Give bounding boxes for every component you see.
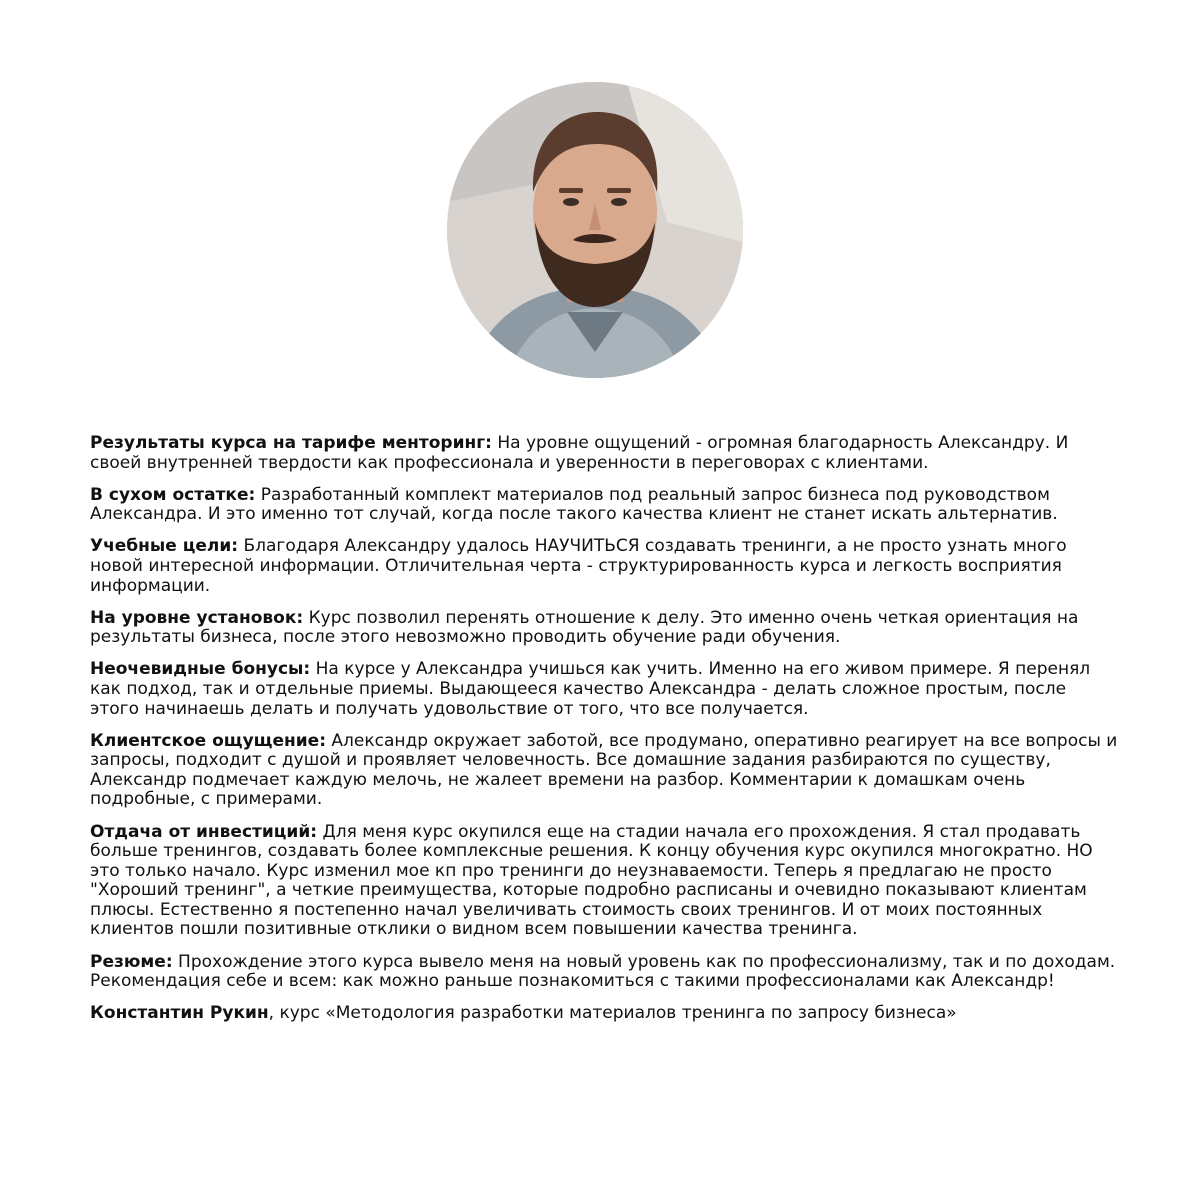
signature-name: Константин Рукин (90, 1003, 269, 1024)
testimonial-paragraph (90, 660, 1120, 719)
author-portrait-image (447, 82, 743, 378)
testimonial-paragraph (90, 537, 1120, 596)
testimonial-paragraph (90, 609, 1120, 648)
testimonial-paragraph (90, 434, 1120, 473)
paragraph-text: Для меня курс окупился еще на стадии начала его прохождения. Я стал продавать больше тренингов, создавать более комплексные решения. К концу обучения курс окупился многократно. НО это только начало. Курс изменил мое кп про тренинги до неузнаваемости. Теперь я предлагаю не просто "Хороший тренинг", а четкие преимущества, которые подробно расписаны и очевидно показывают клиентам плюсы. Естественно я постепенно начал увеличивать стоимость своих тренингов. И от моих постоянных клиентов пошли позитивные отклики о видном всем повышении качества тренинга. (90, 821, 1093, 940)
signature-course: , курс «Методология разработки материалов тренинга по запросу бизнеса» (268, 1003, 957, 1024)
paragraph-text: Курс позволил перенять отношение к делу. Это именно очень четкая ориентация на результаты бизнеса, после этого невозможно проводить обучение ради обучения. (90, 607, 1079, 648)
testimonial-paragraph (90, 953, 1120, 992)
paragraph-heading: Неочевидные бонусы: (90, 659, 311, 680)
paragraph-heading: Отдача от инвестиций: (90, 821, 318, 842)
paragraph-heading: Учебные цели: (90, 536, 239, 557)
testimonial-paragraph (90, 823, 1120, 941)
testimonial-paragraph (90, 486, 1120, 525)
paragraph-heading: Резюме: (90, 951, 173, 972)
paragraph-heading: Результаты курса на тарифе менторинг: (90, 433, 492, 453)
testimonial-paragraph (90, 732, 1120, 810)
paragraph-text: Разработанный комплект материалов под реальный запрос бизнеса под руководством Александра. И это именно тот случай, когда после такого качества клиент не станет искать альтернатив. (90, 484, 1058, 525)
paragraph-text: Прохождение этого курса вывело меня на новый уровень как по профессионализму, так и по доходам. Рекомендация себе и всем: как можно раньше познакомиться с такими профессионалами как Александр! (90, 951, 1116, 992)
signature (90, 1004, 1120, 1024)
paragraph-text: На уровне ощущений - огромная благодарность Александру. И своей внутренней твердости как профессионала и уверенности в переговорах с клиентами. (90, 433, 1069, 473)
testimonial-body (90, 434, 1120, 1024)
paragraph-text: Благодаря Александру удалось НАУЧИТЬСЯ создавать тренинги, а не просто узнать много новой интересной информации. Отличительная черта - структурированность курса и легкость восприятия информации. (90, 536, 1067, 596)
paragraph-heading: В сухом остатке: (90, 484, 256, 505)
paragraph-text: На курсе у Александра учишься как учить. Именно на его живом примере. Я перенял как подход, так и отдельные приемы. Выдающееся качество Александра - делать сложное простым, после этого начинаешь делать и получать удовольствие от того, что все получается. (90, 659, 1091, 719)
paragraph-heading: Клиентское ощущение: (90, 730, 326, 751)
paragraph-text: Александр окружает заботой, все продумано, оперативно реагирует на все вопросы и запросы, подходит с душой и проявляет человечность. Все домашние задания разбираются по существу, Александр подмечает каждую мелочь, не жалеет времени на разбор. Комментарии к домашкам очень подробные, с примерами. (90, 730, 1118, 810)
paragraph-heading: На уровне установок: (90, 607, 304, 628)
author-photo (447, 82, 743, 378)
